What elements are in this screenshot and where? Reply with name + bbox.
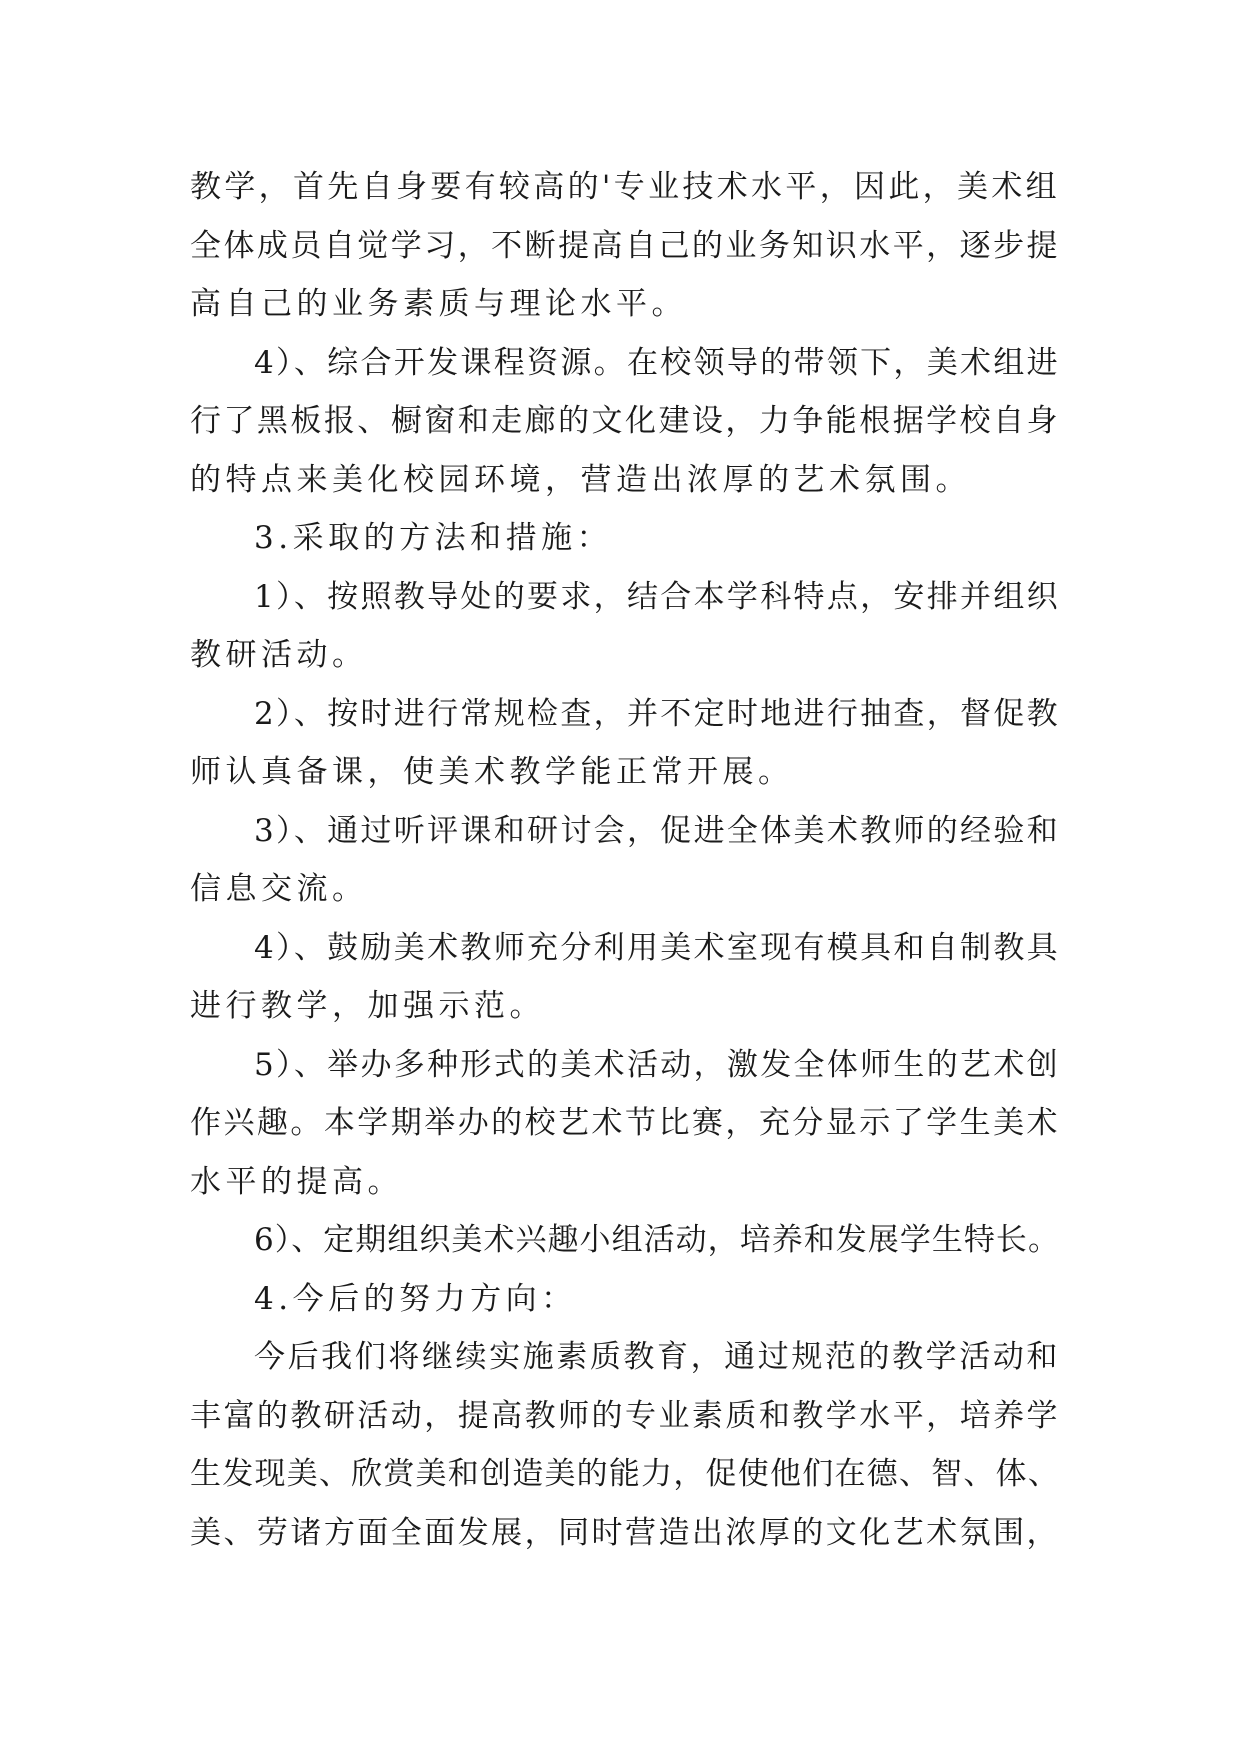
text-line: 师认真备课，使美术教学能正常开展。 xyxy=(190,754,794,790)
text-line: 教研活动。 xyxy=(190,637,368,673)
text-line: 美、劳诸方面全面发展，同时营造出浓厚的文化艺术氛围， xyxy=(190,1514,1060,1551)
text-line: 信息交流。 xyxy=(190,871,368,907)
section-heading: 4.今后的努力方向： xyxy=(254,1280,577,1317)
text-line: 4）、综合开发课程资源。在校领导的带领下，美术组进 xyxy=(254,344,1060,381)
text-line: 进行教学，加强示范。 xyxy=(190,988,545,1024)
text-line: 4）、鼓励美术教师充分利用美术室现有模具和自制教具 xyxy=(254,929,1060,966)
text-line: 作兴趣。本学期举办的校艺术节比赛，充分显示了学生美术 xyxy=(190,1105,1060,1141)
section-heading: 3.采取的方法和措施： xyxy=(254,520,613,556)
text-line: 6）、定期组织美术兴趣小组活动，培养和发展学生特长。 xyxy=(254,1222,1060,1258)
text-line: 1）、按照教导处的要求，结合本学科特点，安排并组织 xyxy=(254,578,1060,615)
text-line: 高自己的业务素质与理论水平。 xyxy=(190,286,687,322)
text-line: 3）、通过听评课和研讨会，促进全体美术教师的经验和 xyxy=(254,812,1060,849)
text-line: 丰富的教研活动，提高教师的专业素质和教学水平，培养学 xyxy=(190,1397,1060,1434)
text-line: 2）、按时进行常规检查，并不定时地进行抽查，督促教 xyxy=(254,695,1060,732)
document-body xyxy=(190,158,1070,1562)
text-line: 行了黑板报、橱窗和走廊的文化建设，力争能根据学校自身 xyxy=(190,403,1060,439)
text-line: 水平的提高。 xyxy=(190,1163,403,1200)
text-line: 今后我们将继续实施素质教育，通过规范的教学活动和 xyxy=(254,1339,1060,1375)
text-line: 5）、举办多种形式的美术活动，激发全体师生的艺术创 xyxy=(254,1046,1060,1083)
text-line: 生发现美、欣赏美和创造美的能力，促使他们在德、智、体、 xyxy=(190,1456,1060,1492)
text-line: 的特点来美化校园环境，营造出浓厚的艺术氛围。 xyxy=(190,461,971,498)
text-line: 教学，首先自身要有较高的'专业技术水平，因此，美术组 xyxy=(190,169,1060,205)
text-line: 全体成员自觉学习，不断提高自己的业务知识水平，逐步提 xyxy=(190,227,1060,264)
